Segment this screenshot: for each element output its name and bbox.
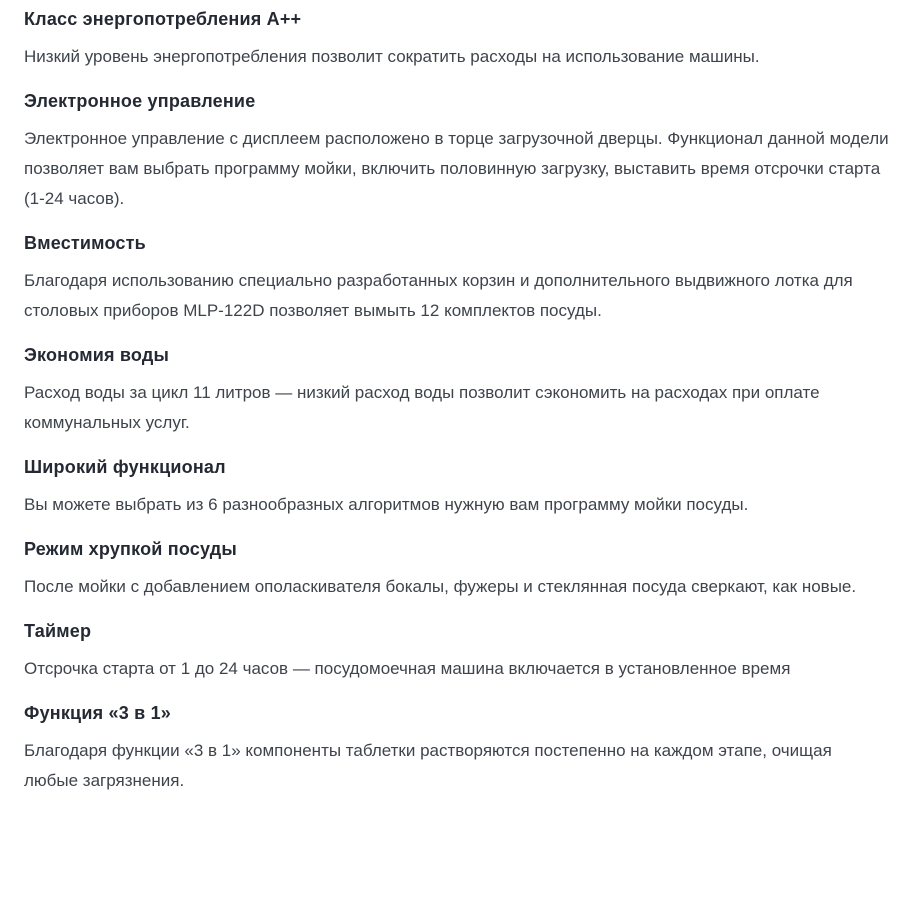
feature-paragraph: Отсрочка старта от 1 до 24 часов — посудомоечная машина включается в установленное время: [24, 659, 791, 678]
feature-paragraph: Благодаря функции «3 в 1» компоненты таблетки растворяются постепенно на каждом этапе, очищая любые загрязнения.: [24, 741, 832, 790]
feature-heading: Экономия воды: [24, 345, 170, 365]
feature-heading: Широкий функционал: [24, 457, 226, 477]
feature-paragraph: Расход воды за цикл 11 литров — низкий расход воды позволит сэкономить на расходах при оплате коммунальных услуг.: [24, 383, 820, 432]
feature-section: [24, 702, 890, 796]
feature-heading: Класс энергопотребления А++: [24, 9, 302, 29]
feature-paragraph: Низкий уровень энергопотребления позволит сократить расходы на использование машины.: [24, 47, 760, 66]
feature-section: [24, 538, 890, 602]
feature-heading: Вместимость: [24, 233, 146, 253]
feature-section: [24, 232, 890, 326]
feature-paragraph: Благодаря использованию специально разработанных корзин и дополнительного выдвижного лотка для столовых приборов MLP-122D позволяет вымыть 12 комплектов посуды.: [24, 271, 853, 320]
feature-section: [24, 90, 890, 214]
feature-heading: Режим хрупкой посуды: [24, 539, 237, 559]
feature-heading: Электронное управление: [24, 91, 256, 111]
feature-section: [24, 344, 890, 438]
feature-section: [24, 456, 890, 520]
feature-paragraph: Электронное управление с дисплеем расположено в торце загрузочной дверцы. Функционал данной модели позволяет вам выбрать программу мойки, включить половинную загрузку, выставить время отсрочки старта (1-24 часов).: [24, 129, 889, 208]
feature-heading: Таймер: [24, 621, 92, 641]
feature-section: [24, 620, 890, 684]
feature-heading: Функция «3 в 1»: [24, 703, 171, 723]
feature-paragraph: После мойки с добавлением ополаскивателя бокалы, фужеры и стеклянная посуда сверкают, как новые.: [24, 577, 857, 596]
feature-paragraph: Вы можете выбрать из 6 разнообразных алгоритмов нужную вам программу мойки посуды.: [24, 495, 749, 514]
feature-section: [24, 8, 890, 72]
